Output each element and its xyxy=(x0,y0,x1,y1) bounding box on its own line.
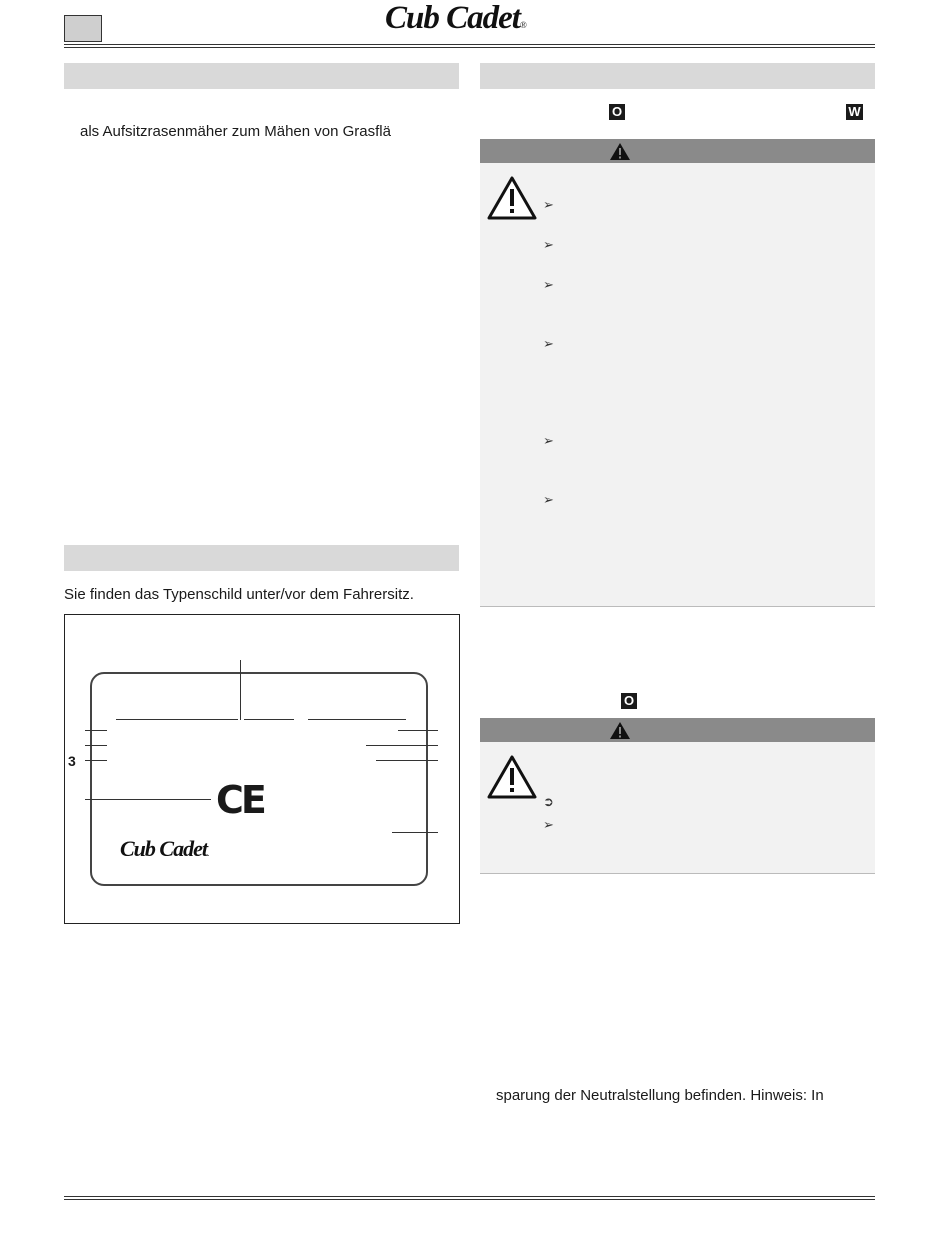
callout-line-right-3 xyxy=(376,760,438,761)
key-o-badge: O xyxy=(609,104,625,120)
callout-line-right-4 xyxy=(392,832,438,833)
bullet-arrow: ➢ xyxy=(543,492,554,507)
cub-cadet-logo: Cub Cadet® xyxy=(385,0,527,36)
header-rule-top xyxy=(64,44,875,45)
footer-rule-top xyxy=(64,1196,875,1197)
callout-line-right-2 xyxy=(366,745,438,746)
ce-mark: CE xyxy=(216,778,264,822)
callout-line-vertical xyxy=(240,660,241,720)
bullet-arrow: ➢ xyxy=(543,197,554,212)
intended-use-text: als Aufsitzrasenmäher zum Mähen von Grasflä xyxy=(80,123,391,140)
key-w-badge: W xyxy=(846,104,863,120)
section-bar-nameplate xyxy=(64,545,459,571)
callout-line-right-1 xyxy=(398,730,438,731)
nameplate-logo: Cub Cadet. xyxy=(120,836,210,861)
callout-line-left-3 xyxy=(85,760,107,761)
callout-label-3: 3 xyxy=(68,753,76,769)
nameplate-location-text: Sie finden das Typenschild unter/vor dem Fahrersitz. xyxy=(64,586,414,603)
section-bar-safety xyxy=(480,63,875,89)
refer-arrow-icon: ➲ xyxy=(543,794,554,809)
bullet-arrow: ➢ xyxy=(543,277,554,292)
bullet-arrow: ➢ xyxy=(543,237,554,252)
header-rule-bottom xyxy=(64,47,875,48)
page-number-tab xyxy=(64,15,102,42)
neutral-position-text: sparung der Neutralstellung befinden. Hinweis: In xyxy=(496,1087,824,1104)
warning-triangle-icon xyxy=(486,175,538,221)
callout-line-top-left xyxy=(116,719,238,720)
warning-header-1 xyxy=(480,139,875,163)
section-bar-intended-use xyxy=(64,63,459,89)
key-o-badge-2: O xyxy=(621,693,637,709)
warning-small-icon xyxy=(609,721,631,740)
warning-triangle-icon xyxy=(486,754,538,800)
warning-header-2 xyxy=(480,718,875,742)
warning-body-1 xyxy=(480,163,875,607)
callout-line-ce xyxy=(85,799,211,800)
bullet-arrow: ➢ xyxy=(543,433,554,448)
callout-line-top-mid xyxy=(244,719,294,720)
bullet-arrow: ➢ xyxy=(543,817,554,832)
bullet-arrow: ➢ xyxy=(543,336,554,351)
callout-line-left-2 xyxy=(85,745,107,746)
callout-line-top-right xyxy=(308,719,406,720)
warning-small-icon xyxy=(609,142,631,161)
footer-rule-bottom xyxy=(64,1199,875,1200)
callout-line-left-1 xyxy=(85,730,107,731)
warning-body-2 xyxy=(480,742,875,874)
